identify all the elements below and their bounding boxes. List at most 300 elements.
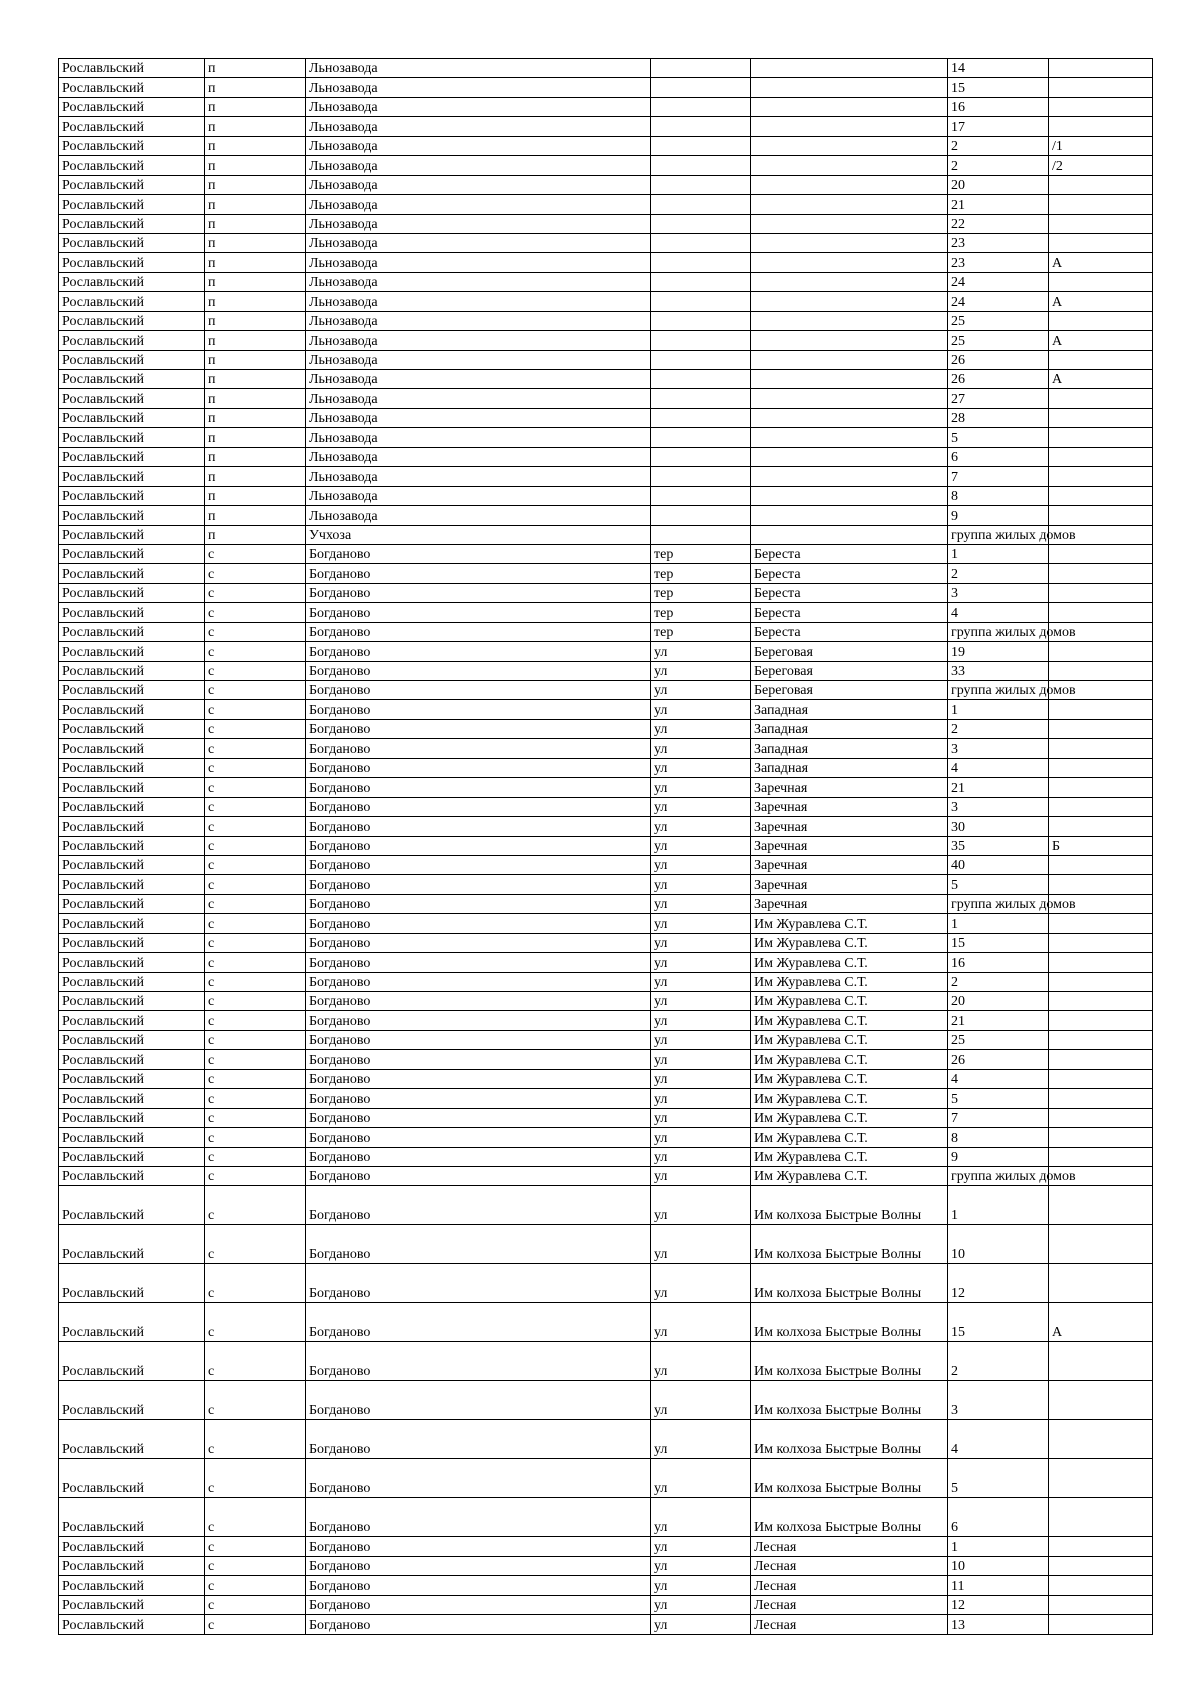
- district-cell: Рославльский: [59, 1420, 205, 1459]
- street-name-cell: [751, 175, 948, 194]
- district-cell: Рославльский: [59, 506, 205, 525]
- settlement-name-cell: Богданово: [306, 1108, 651, 1127]
- district-cell: Рославльский: [59, 1186, 205, 1225]
- street-name-cell: Береговая: [751, 681, 948, 700]
- district-cell: Рославльский: [59, 1615, 205, 1634]
- street-name-cell: [751, 506, 948, 525]
- street-type-cell: ул: [651, 1264, 751, 1303]
- building-suffix-cell: [1049, 311, 1153, 330]
- street-type-cell: ул: [651, 875, 751, 894]
- street-type-cell: ул: [651, 1556, 751, 1575]
- table-row: [59, 1556, 1153, 1575]
- district-cell: Рославльский: [59, 292, 205, 311]
- house-number-cell: 10: [948, 1225, 1049, 1264]
- building-suffix-cell: [1049, 1225, 1153, 1264]
- district-cell: Рославльский: [59, 894, 205, 913]
- district-cell: Рославльский: [59, 1537, 205, 1556]
- house-number-cell: 26: [948, 350, 1049, 369]
- district-cell: Рославльский: [59, 233, 205, 252]
- table-row: [59, 117, 1153, 136]
- house-number-cell: группа жилых домов: [948, 1166, 1049, 1185]
- street-name-cell: [751, 389, 948, 408]
- table-row: [59, 953, 1153, 972]
- settlement-type-cell: с: [205, 875, 306, 894]
- street-name-cell: Заречная: [751, 778, 948, 797]
- table-row: [59, 1108, 1153, 1127]
- settlement-name-cell: Богданово: [306, 1089, 651, 1108]
- settlement-name-cell: Льнозавода: [306, 59, 651, 78]
- settlement-name-cell: Богданово: [306, 992, 651, 1011]
- settlement-name-cell: Богданово: [306, 1342, 651, 1381]
- house-number-cell: 15: [948, 1303, 1049, 1342]
- house-number-cell: 2: [948, 156, 1049, 175]
- settlement-type-cell: с: [205, 1128, 306, 1147]
- district-cell: Рославльский: [59, 1011, 205, 1030]
- table-row: [59, 1011, 1153, 1030]
- street-type-cell: ул: [651, 681, 751, 700]
- street-type-cell: ул: [651, 1050, 751, 1069]
- district-cell: Рославльский: [59, 136, 205, 155]
- building-suffix-cell: [1049, 972, 1153, 991]
- table-row: [59, 1186, 1153, 1225]
- building-suffix-cell: [1049, 195, 1153, 214]
- street-name-cell: [751, 97, 948, 116]
- settlement-type-cell: с: [205, 855, 306, 874]
- street-name-cell: Заречная: [751, 836, 948, 855]
- street-type-cell: [651, 233, 751, 252]
- street-type-cell: ул: [651, 1303, 751, 1342]
- settlement-name-cell: Льнозавода: [306, 292, 651, 311]
- building-suffix-cell: Б: [1049, 836, 1153, 855]
- street-name-cell: Им колхоза Быстрые Волны: [751, 1264, 948, 1303]
- street-type-cell: ул: [651, 1186, 751, 1225]
- settlement-name-cell: Богданово: [306, 1595, 651, 1614]
- street-type-cell: [651, 156, 751, 175]
- street-name-cell: [751, 428, 948, 447]
- house-number-cell: 27: [948, 389, 1049, 408]
- settlement-name-cell: Богданово: [306, 894, 651, 913]
- table-row: [59, 797, 1153, 816]
- street-name-cell: [751, 156, 948, 175]
- settlement-name-cell: Богданово: [306, 564, 651, 583]
- district-cell: Рославльский: [59, 622, 205, 641]
- building-suffix-cell: [1049, 758, 1153, 777]
- settlement-type-cell: с: [205, 1303, 306, 1342]
- settlement-type-cell: с: [205, 622, 306, 641]
- district-cell: Рославльский: [59, 953, 205, 972]
- building-suffix-cell: [1049, 642, 1153, 661]
- house-number-cell: 4: [948, 1420, 1049, 1459]
- settlement-type-cell: с: [205, 700, 306, 719]
- settlement-name-cell: Богданово: [306, 739, 651, 758]
- building-suffix-cell: [1049, 1186, 1153, 1225]
- table-row: [59, 778, 1153, 797]
- district-cell: Рославльский: [59, 1128, 205, 1147]
- house-number-cell: 4: [948, 603, 1049, 622]
- street-name-cell: Лесная: [751, 1556, 948, 1575]
- building-suffix-cell: [1049, 1128, 1153, 1147]
- house-number-cell: 2: [948, 1342, 1049, 1381]
- settlement-type-cell: п: [205, 467, 306, 486]
- street-name-cell: Им Журавлева С.Т.: [751, 992, 948, 1011]
- district-cell: Рославльский: [59, 564, 205, 583]
- settlement-name-cell: Богданово: [306, 817, 651, 836]
- settlement-type-cell: с: [205, 953, 306, 972]
- district-cell: Рославльский: [59, 1108, 205, 1127]
- street-type-cell: [651, 350, 751, 369]
- house-number-cell: 33: [948, 661, 1049, 680]
- street-type-cell: [651, 214, 751, 233]
- house-number-cell: 26: [948, 1050, 1049, 1069]
- settlement-name-cell: Льнозавода: [306, 389, 651, 408]
- street-name-cell: Им Журавлева С.Т.: [751, 933, 948, 952]
- district-cell: Рославльский: [59, 1556, 205, 1575]
- settlement-name-cell: Льнозавода: [306, 175, 651, 194]
- district-cell: Рославльский: [59, 797, 205, 816]
- settlement-name-cell: Богданово: [306, 1420, 651, 1459]
- table-row: [59, 1459, 1153, 1498]
- table-row: [59, 447, 1153, 466]
- district-cell: Рославльский: [59, 78, 205, 97]
- street-type-cell: [651, 428, 751, 447]
- street-type-cell: ул: [651, 1225, 751, 1264]
- table-row: [59, 389, 1153, 408]
- street-name-cell: [751, 331, 948, 350]
- settlement-name-cell: Богданово: [306, 1381, 651, 1420]
- district-cell: Рославльский: [59, 661, 205, 680]
- settlement-type-cell: с: [205, 1381, 306, 1420]
- building-suffix-cell: А: [1049, 253, 1153, 272]
- street-type-cell: ул: [651, 914, 751, 933]
- street-type-cell: [651, 331, 751, 350]
- street-name-cell: [751, 486, 948, 505]
- street-type-cell: ул: [651, 797, 751, 816]
- street-type-cell: ул: [651, 1128, 751, 1147]
- street-name-cell: Им Журавлева С.Т.: [751, 1108, 948, 1127]
- street-name-cell: Заречная: [751, 817, 948, 836]
- house-number-cell: 3: [948, 1381, 1049, 1420]
- building-suffix-cell: [1049, 914, 1153, 933]
- street-name-cell: [751, 311, 948, 330]
- settlement-type-cell: с: [205, 1420, 306, 1459]
- street-name-cell: Заречная: [751, 875, 948, 894]
- building-suffix-cell: [1049, 700, 1153, 719]
- district-cell: Рославльский: [59, 836, 205, 855]
- street-name-cell: Береста: [751, 583, 948, 602]
- building-suffix-cell: /1: [1049, 136, 1153, 155]
- house-number-cell: группа жилых домов: [948, 894, 1049, 913]
- district-cell: Рославльский: [59, 1147, 205, 1166]
- house-number-cell: 5: [948, 1089, 1049, 1108]
- table-row: [59, 233, 1153, 252]
- settlement-name-cell: Богданово: [306, 1147, 651, 1166]
- building-suffix-cell: [1049, 603, 1153, 622]
- table-row: [59, 370, 1153, 389]
- table-row: [59, 1264, 1153, 1303]
- table-row: [59, 1595, 1153, 1614]
- settlement-type-cell: с: [205, 1225, 306, 1264]
- building-suffix-cell: [1049, 1576, 1153, 1595]
- street-type-cell: ул: [651, 758, 751, 777]
- table-row: [59, 972, 1153, 991]
- street-name-cell: Им Журавлева С.Т.: [751, 1011, 948, 1030]
- table-row: [59, 311, 1153, 330]
- street-type-cell: ул: [651, 719, 751, 738]
- settlement-type-cell: с: [205, 583, 306, 602]
- table-row: [59, 700, 1153, 719]
- street-type-cell: ул: [651, 1108, 751, 1127]
- settlement-type-cell: с: [205, 1147, 306, 1166]
- table-row: [59, 1576, 1153, 1595]
- house-number-cell: 1: [948, 1186, 1049, 1225]
- settlement-name-cell: Богданово: [306, 855, 651, 874]
- house-number-cell: 26: [948, 370, 1049, 389]
- table-row: [59, 214, 1153, 233]
- building-suffix-cell: [1049, 428, 1153, 447]
- house-number-cell: 4: [948, 758, 1049, 777]
- building-suffix-cell: [1049, 117, 1153, 136]
- settlement-name-cell: Льнозавода: [306, 156, 651, 175]
- house-number-cell: 5: [948, 428, 1049, 447]
- settlement-name-cell: Льнозавода: [306, 506, 651, 525]
- district-cell: Рославльский: [59, 972, 205, 991]
- street-type-cell: ул: [651, 1147, 751, 1166]
- settlement-name-cell: Богданово: [306, 544, 651, 563]
- district-cell: Рославльский: [59, 681, 205, 700]
- street-name-cell: Заречная: [751, 797, 948, 816]
- table-row: [59, 1128, 1153, 1147]
- table-row: [59, 875, 1153, 894]
- table-row: [59, 486, 1153, 505]
- building-suffix-cell: [1049, 544, 1153, 563]
- street-type-cell: [651, 195, 751, 214]
- settlement-name-cell: Льнозавода: [306, 78, 651, 97]
- settlement-type-cell: п: [205, 370, 306, 389]
- table-row: [59, 331, 1153, 350]
- table-row: [59, 544, 1153, 563]
- street-name-cell: Западная: [751, 719, 948, 738]
- settlement-name-cell: Льнозавода: [306, 311, 651, 330]
- settlement-name-cell: Богданово: [306, 1498, 651, 1537]
- building-suffix-cell: [1049, 875, 1153, 894]
- house-number-cell: 8: [948, 486, 1049, 505]
- district-cell: Рославльский: [59, 1030, 205, 1049]
- settlement-name-cell: Богданово: [306, 1303, 651, 1342]
- house-number-cell: 16: [948, 953, 1049, 972]
- street-type-cell: [651, 311, 751, 330]
- settlement-name-cell: Учхоза: [306, 525, 651, 544]
- settlement-type-cell: с: [205, 836, 306, 855]
- house-number-cell: 21: [948, 778, 1049, 797]
- settlement-type-cell: с: [205, 933, 306, 952]
- building-suffix-cell: [1049, 1089, 1153, 1108]
- street-name-cell: Им колхоза Быстрые Волны: [751, 1459, 948, 1498]
- district-cell: Рославльский: [59, 117, 205, 136]
- district-cell: Рославльский: [59, 1069, 205, 1088]
- street-name-cell: [751, 117, 948, 136]
- settlement-name-cell: Богданово: [306, 719, 651, 738]
- settlement-type-cell: с: [205, 719, 306, 738]
- street-name-cell: Им колхоза Быстрые Волны: [751, 1303, 948, 1342]
- building-suffix-cell: [1049, 78, 1153, 97]
- settlement-name-cell: Богданово: [306, 1556, 651, 1575]
- house-number-cell: 7: [948, 467, 1049, 486]
- table-row: [59, 914, 1153, 933]
- settlement-name-cell: Льнозавода: [306, 214, 651, 233]
- district-cell: Рославльский: [59, 1303, 205, 1342]
- street-name-cell: Лесная: [751, 1615, 948, 1634]
- settlement-type-cell: с: [205, 1615, 306, 1634]
- district-cell: Рославльский: [59, 175, 205, 194]
- house-number-cell: группа жилых домов: [948, 525, 1049, 544]
- street-type-cell: ул: [651, 739, 751, 758]
- building-suffix-cell: [1049, 564, 1153, 583]
- street-type-cell: ул: [651, 778, 751, 797]
- district-cell: Рославльский: [59, 1342, 205, 1381]
- settlement-type-cell: с: [205, 681, 306, 700]
- street-name-cell: Заречная: [751, 894, 948, 913]
- settlement-type-cell: п: [205, 506, 306, 525]
- street-type-cell: ул: [651, 1420, 751, 1459]
- building-suffix-cell: [1049, 1420, 1153, 1459]
- building-suffix-cell: [1049, 797, 1153, 816]
- settlement-name-cell: Богданово: [306, 797, 651, 816]
- settlement-type-cell: с: [205, 817, 306, 836]
- building-suffix-cell: А: [1049, 331, 1153, 350]
- street-type-cell: тер: [651, 583, 751, 602]
- street-type-cell: [651, 447, 751, 466]
- house-number-cell: 15: [948, 933, 1049, 952]
- settlement-type-cell: с: [205, 1556, 306, 1575]
- building-suffix-cell: [1049, 739, 1153, 758]
- street-type-cell: ул: [651, 992, 751, 1011]
- house-number-cell: 11: [948, 1576, 1049, 1595]
- building-suffix-cell: [1049, 953, 1153, 972]
- house-number-cell: 7: [948, 1108, 1049, 1127]
- street-name-cell: Им Журавлева С.Т.: [751, 1128, 948, 1147]
- street-type-cell: ул: [651, 700, 751, 719]
- settlement-name-cell: Льнозавода: [306, 467, 651, 486]
- street-name-cell: [751, 253, 948, 272]
- settlement-type-cell: с: [205, 1498, 306, 1537]
- district-cell: Рославльский: [59, 778, 205, 797]
- settlement-name-cell: Богданово: [306, 622, 651, 641]
- building-suffix-cell: [1049, 1069, 1153, 1088]
- house-number-cell: 4: [948, 1069, 1049, 1088]
- street-name-cell: Им Журавлева С.Т.: [751, 953, 948, 972]
- house-number-cell: 3: [948, 797, 1049, 816]
- house-number-cell: 12: [948, 1264, 1049, 1303]
- settlement-type-cell: п: [205, 175, 306, 194]
- street-name-cell: Береста: [751, 564, 948, 583]
- district-cell: Рославльский: [59, 428, 205, 447]
- table-row: [59, 156, 1153, 175]
- settlement-type-cell: с: [205, 1050, 306, 1069]
- table-row: [59, 836, 1153, 855]
- street-name-cell: Западная: [751, 700, 948, 719]
- street-type-cell: [651, 292, 751, 311]
- building-suffix-cell: [1049, 1342, 1153, 1381]
- settlement-name-cell: Льнозавода: [306, 253, 651, 272]
- street-type-cell: ул: [651, 1342, 751, 1381]
- street-type-cell: [651, 253, 751, 272]
- street-name-cell: Им Журавлева С.Т.: [751, 1069, 948, 1088]
- street-name-cell: Им Журавлева С.Т.: [751, 1030, 948, 1049]
- building-suffix-cell: [1049, 506, 1153, 525]
- settlement-name-cell: Богданово: [306, 700, 651, 719]
- street-name-cell: Заречная: [751, 855, 948, 874]
- street-type-cell: ул: [651, 1011, 751, 1030]
- table-row: [59, 661, 1153, 680]
- building-suffix-cell: [1049, 175, 1153, 194]
- building-suffix-cell: [1049, 1050, 1153, 1069]
- street-type-cell: [651, 370, 751, 389]
- street-name-cell: [751, 59, 948, 78]
- house-number-cell: 1: [948, 1537, 1049, 1556]
- table-row: [59, 642, 1153, 661]
- settlement-name-cell: Богданово: [306, 1030, 651, 1049]
- street-name-cell: Береста: [751, 603, 948, 622]
- house-number-cell: 23: [948, 233, 1049, 252]
- settlement-name-cell: Льнозавода: [306, 428, 651, 447]
- table-row: [59, 525, 1153, 544]
- street-name-cell: Лесная: [751, 1537, 948, 1556]
- settlement-type-cell: с: [205, 1011, 306, 1030]
- settlement-name-cell: Богданово: [306, 1615, 651, 1634]
- table-row: [59, 97, 1153, 116]
- street-name-cell: Им колхоза Быстрые Волны: [751, 1498, 948, 1537]
- table-row: [59, 428, 1153, 447]
- table-row: [59, 1147, 1153, 1166]
- house-number-cell: 12: [948, 1595, 1049, 1614]
- street-type-cell: ул: [651, 817, 751, 836]
- street-type-cell: ул: [651, 1069, 751, 1088]
- table-row: [59, 1537, 1153, 1556]
- district-cell: Рославльский: [59, 350, 205, 369]
- building-suffix-cell: [1049, 1459, 1153, 1498]
- building-suffix-cell: А: [1049, 1303, 1153, 1342]
- building-suffix-cell: [1049, 59, 1153, 78]
- settlement-type-cell: с: [205, 661, 306, 680]
- settlement-name-cell: Богданово: [306, 1011, 651, 1030]
- district-cell: Рославльский: [59, 311, 205, 330]
- house-number-cell: 25: [948, 331, 1049, 350]
- district-cell: Рославльский: [59, 1166, 205, 1185]
- settlement-type-cell: с: [205, 894, 306, 913]
- street-type-cell: [651, 136, 751, 155]
- house-number-cell: 9: [948, 506, 1049, 525]
- district-cell: Рославльский: [59, 933, 205, 952]
- building-suffix-cell: [1049, 1264, 1153, 1303]
- house-number-cell: группа жилых домов: [948, 681, 1049, 700]
- house-number-cell: 21: [948, 195, 1049, 214]
- street-name-cell: Им Журавлева С.Т.: [751, 1147, 948, 1166]
- street-name-cell: [751, 78, 948, 97]
- settlement-name-cell: Богданово: [306, 953, 651, 972]
- table-row: [59, 719, 1153, 738]
- table-row: [59, 681, 1153, 700]
- district-cell: Рославльский: [59, 1089, 205, 1108]
- settlement-type-cell: с: [205, 972, 306, 991]
- settlement-type-cell: с: [205, 1576, 306, 1595]
- street-name-cell: Им колхоза Быстрые Волны: [751, 1225, 948, 1264]
- house-number-cell: 17: [948, 117, 1049, 136]
- house-number-cell: 2: [948, 972, 1049, 991]
- settlement-name-cell: Богданово: [306, 933, 651, 952]
- building-suffix-cell: [1049, 1615, 1153, 1634]
- district-cell: Рославльский: [59, 1264, 205, 1303]
- settlement-type-cell: с: [205, 1069, 306, 1088]
